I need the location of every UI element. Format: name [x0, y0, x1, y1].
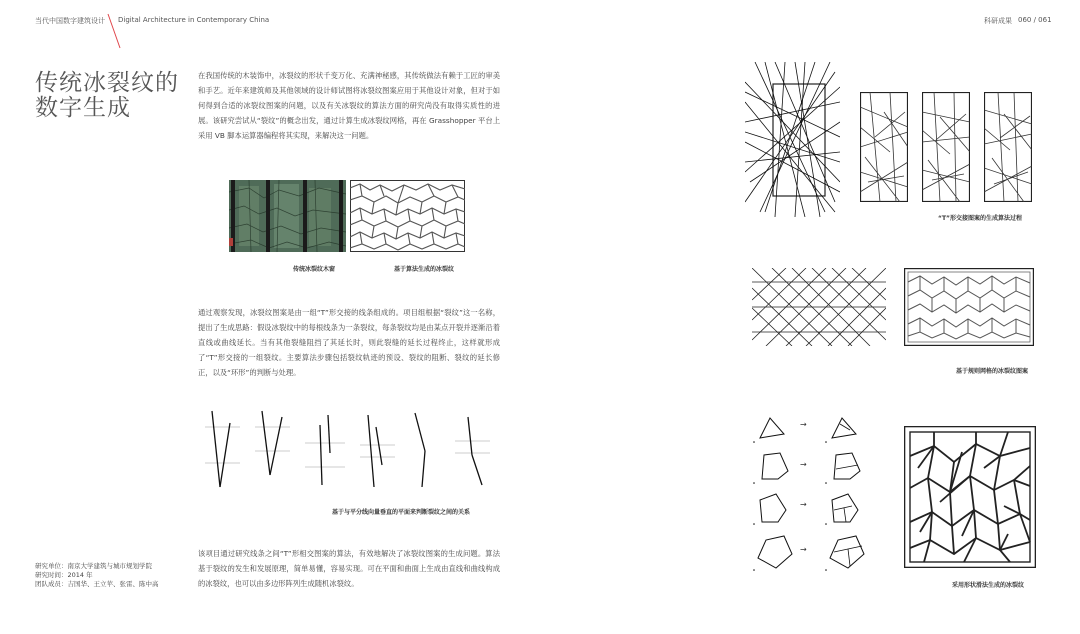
caption-crack-relation: 基于与平分线向量垂直的平面来判断裂纹之间的关系: [332, 509, 471, 516]
header-section: 科研成果: [984, 17, 1012, 25]
paragraph-method: 通过观察发现，冰裂纹图案是由一组“T”形交接的线条组成的。项目组根据“裂纹”这一名称，提出了生成思路：假设冰裂纹中的每根线条为一条裂纹，每条裂纹均是由某点开裂并逐渐沿着直线或曲线延长。当有其他裂缝阻挡了其延长时，则此裂缝的延长过程终止，这样就形成了“T”形交接的一组裂纹。主要算法步骤包括裂纹轨迹的预设、裂纹的阻断、裂纹的延长修正，以及“环形”的判断与处理。: [198, 308, 500, 377]
caption-t-process: “T”形交接图案的生成算法过程: [938, 215, 1022, 222]
article-title-line2: 数字生成: [35, 95, 131, 121]
header-page-numbers: 060 / 061: [1018, 16, 1052, 24]
caption-generated-pattern: 基于算法生成的冰裂纹: [394, 266, 455, 273]
polygon-original-3: [750, 488, 796, 528]
research-time: 研究时间：2014 年: [35, 571, 93, 579]
arrow-2: →: [800, 460, 807, 469]
research-members: 团队成员：吉国华、王立苹、张雷、陈中高: [35, 580, 159, 588]
polygon-cracked-1: [822, 410, 868, 450]
header-en-title: Digital Architecture in Contemporary China: [118, 16, 270, 24]
t-process-step1-lines: [745, 62, 840, 217]
polygon-cracked-3: [822, 488, 868, 528]
caption-regular-grid: 基于规则网格的冰裂纹图案: [956, 368, 1029, 375]
polygon-original-2: [750, 445, 796, 487]
arrow-1: →: [800, 420, 807, 429]
header-cn-title: 当代中国数字建筑设计: [35, 17, 105, 25]
article-title-line1: 传统冰裂纹的: [35, 70, 179, 96]
t-process-step4-pattern: [984, 92, 1032, 202]
t-process-step2-pattern: [860, 92, 908, 202]
generated-crack-pattern: [350, 180, 465, 252]
regular-grid-pattern: [904, 268, 1034, 346]
polygon-array-crack-pattern: [904, 426, 1036, 568]
polygon-cracked-4: [822, 528, 868, 573]
paragraph-conclusion: 该项目通过研究线条之间“T”形相交图案的算法，有效地解决了冰裂纹图案的生成问题。算法基于裂纹的发生和发展原理，简单易懂，容易实现。可在平面和曲面上生成由直线和曲线构成的冰裂纹，也可以由多边形阵列生成随机冰裂纹。: [198, 549, 500, 588]
caption-polygon-array: 采用形状滑法生成的冰裂纹: [952, 582, 1025, 589]
research-unit: 研究单位：南京大学建筑与城市规划学院: [35, 562, 152, 570]
arrow-4: →: [800, 545, 807, 554]
polygon-original-4: [750, 528, 796, 573]
t-process-step3-pattern: [922, 92, 970, 202]
caption-traditional-window: 传统冰裂纹木窗: [293, 266, 336, 273]
regular-grid-lines: [752, 268, 886, 346]
polygon-cracked-2: [822, 445, 868, 487]
arrow-3: →: [800, 500, 807, 509]
traditional-window-photo: [229, 180, 346, 252]
paragraph-intro: 在我国传统的木装饰中，冰裂纹的形状千变万化、充满神秘感，其传统做法有赖于工匠的审美和手艺。近年来建筑师及其他领域的设计师试图将冰裂纹图案应用于其他设计对象，但对于如何得到合适的冰裂纹图案的问题，以及有关冰裂纹的算法方面的研究尚没有取得实质性的进展。该研究尝试从“裂纹”的概念出发，通过计算生成冰裂纹网格，再在 Grasshopper 平台上采用 VB 脚本运算器编程将其实现，来解决这一问题。: [198, 71, 500, 140]
crack-relation-diagrams: [200, 405, 505, 495]
polygon-original-1: [750, 410, 796, 450]
